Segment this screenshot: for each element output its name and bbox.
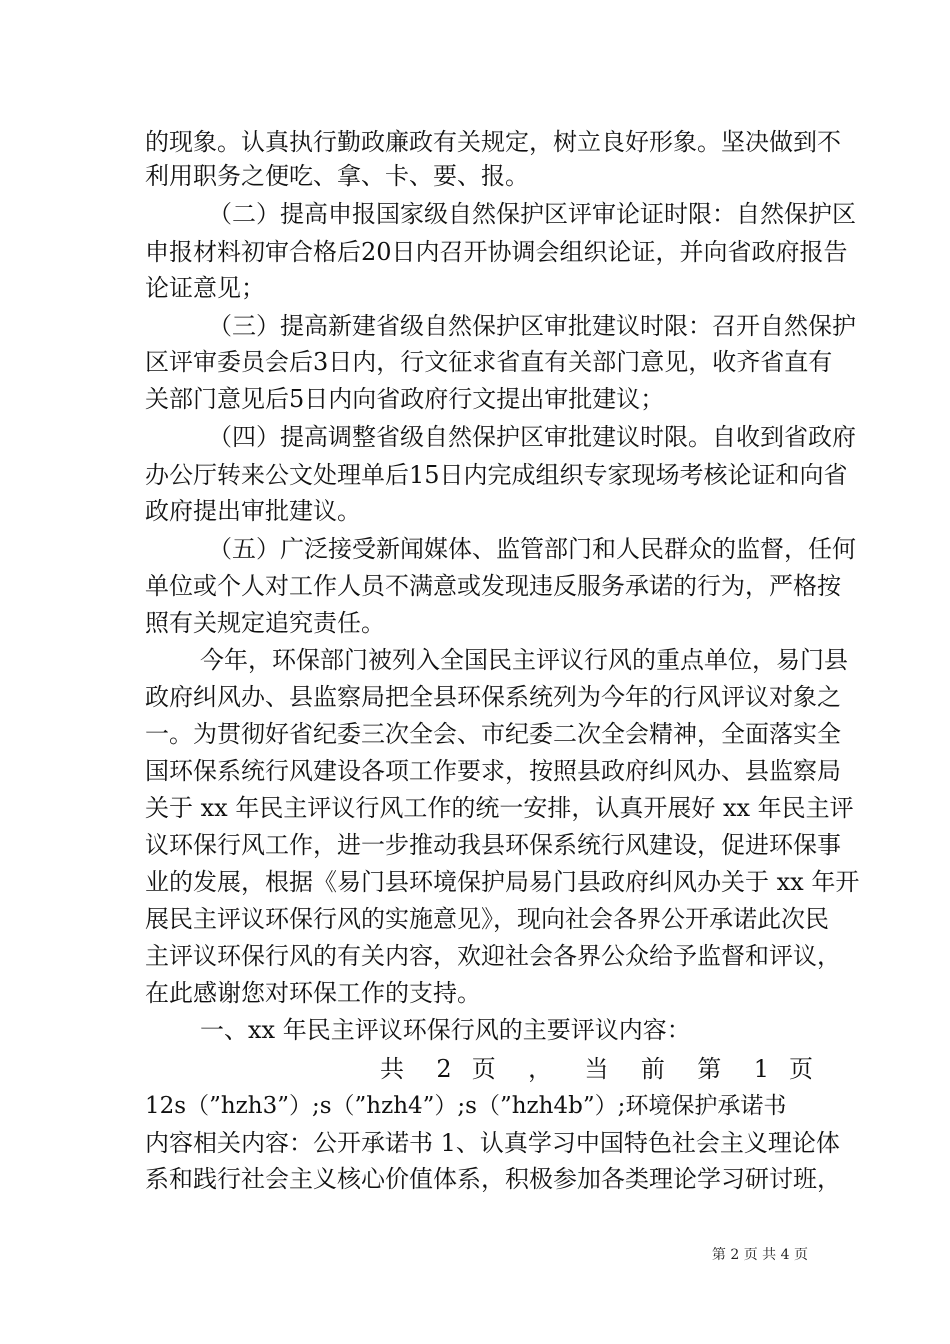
text-line: （五）广泛接受新闻媒体、监管部门和人民群众的监督，任何	[208, 535, 856, 563]
text-line: 单位或个人对工作人员不满意或发现违反服务承诺的行为，严格按	[145, 572, 841, 600]
text-line: 业的发展，根据《易门县环境保护局易门县政府纠风办关于 xx 年开	[145, 868, 860, 896]
text-line: 内容相关内容：公开承诺书 1、认真学习中国特色社会主义理论体	[145, 1129, 840, 1157]
text-line: 的现象。认真执行勤政廉政有关规定，树立良好形象。坚决做到不	[145, 128, 841, 156]
page-footer: 第 2 页 共 4 页	[711, 1247, 808, 1263]
text-line: 政府纠风办、县监察局把全县环保系统列为今年的行风评议对象之	[145, 683, 841, 711]
text-line: 政府提出审批建议。	[145, 497, 361, 525]
text-line: （二）提高申报国家级自然保护区评审论证时限：自然保护区	[208, 200, 856, 228]
text-line: 论证意见；	[145, 274, 265, 302]
text-line: 照有关规定追究责任。	[145, 609, 385, 637]
text-line: 办公厅转来公文处理单后15日内完成组织专家现场考核论证和向省	[145, 461, 848, 489]
text-line: 议环保行风工作，进一步推动我县环保系统行风建设，促进环保事	[145, 831, 841, 859]
section-heading: 一、xx 年民主评议环保行风的主要评议内容：	[200, 1016, 691, 1044]
text-line: 关部门意见后5日内向省政府行文提出审批建议；	[145, 385, 665, 413]
text-line: 利用职务之便吃、拿、卡、要、报。	[145, 162, 529, 190]
text-line: 主评议环保行风的有关内容，欢迎社会各界公众给予监督和评议，	[145, 942, 841, 970]
text-line: 一。为贯彻好省纪委三次全会、市纪委二次全会精神，全面落实全	[145, 720, 841, 748]
text-line: 国环保系统行风建设各项工作要求，按照县政府纠风办、县监察局	[145, 757, 841, 785]
text-line: （三）提高新建省级自然保护区审批建议时限：召开自然保护	[208, 312, 856, 340]
text-line: （四）提高调整省级自然保护区审批建议时限。自收到省政府	[208, 423, 856, 451]
text-line: 在此感谢您对环保工作的支持。	[145, 979, 481, 1007]
text-line: 12s（”hzh3”）;s（”hzh4”）;s（”hzh4b”）;环境保护承诺书	[145, 1093, 787, 1119]
text-line: 申报材料初审合格后20日内召开协调会组织论证，并向省政府报告	[145, 238, 848, 266]
page-count-line: 共 2 页 ， 当 前 第 1 页	[380, 1055, 813, 1083]
text-line: 系和践行社会主义核心价值体系，积极参加各类理论学习研讨班，	[145, 1165, 841, 1193]
text-line: 展民主评议环保行风的实施意见》，现向社会各界公开承诺此次民	[145, 905, 829, 933]
text-line: 区评审委员会后3日内，行文征求省直有关部门意见，收齐省直有	[145, 348, 833, 376]
text-line: 今年，环保部门被列入全国民主评议行风的重点单位，易门县	[200, 646, 848, 674]
text-line: 关于 xx 年民主评议行风工作的统一安排，认真开展好 xx 年民主评	[145, 794, 854, 822]
